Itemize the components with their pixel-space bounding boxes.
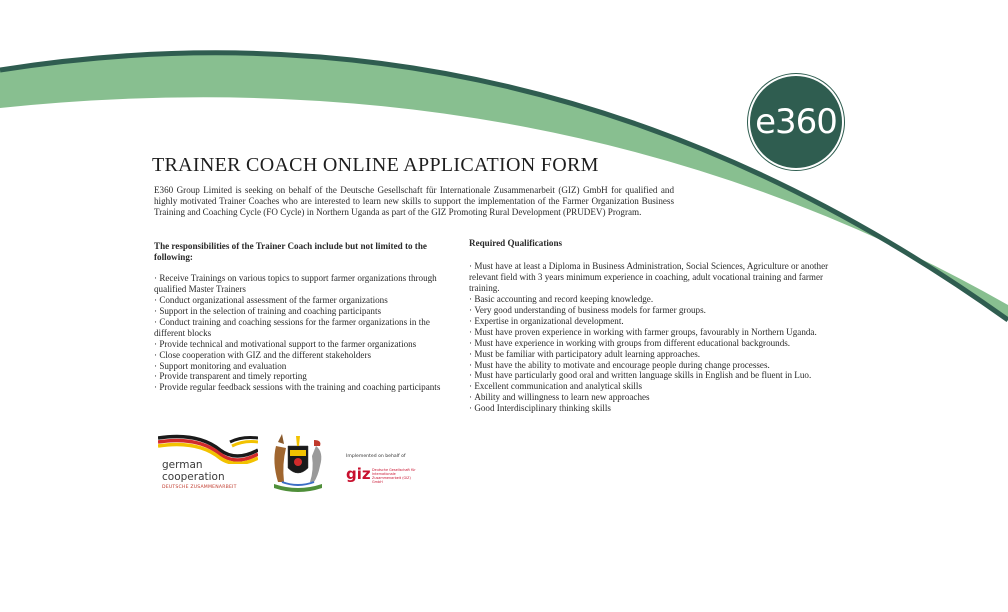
list-item: · Ability and willingness to learn new approaches — [469, 392, 837, 403]
list-item: · Basic accounting and record keeping knowledge. — [469, 294, 837, 305]
list-item: · Must have the ability to motivate and encourage people during change processes. — [469, 360, 837, 371]
list-item: · Excellent communication and analytical skills — [469, 381, 837, 392]
giz-logo-text: giz — [346, 465, 371, 483]
list-item: · Support in the selection of training and coaching participants — [154, 306, 452, 317]
e360-logo-text: e360 — [755, 102, 837, 142]
qualifications-heading: Required Qualifications — [469, 238, 563, 248]
list-item: · Expertise in organizational development. — [469, 316, 837, 327]
list-item: · Very good understanding of business models for farmer groups. — [469, 305, 837, 316]
responsibilities-section — [154, 241, 452, 393]
qualifications-list — [469, 261, 837, 414]
german-cooperation-word-2: cooperation — [162, 471, 225, 483]
list-item: · Receive Trainings on various topics to support farmer organizations through qualified Master Trainers — [154, 273, 452, 295]
list-item: · Close cooperation with GIZ and the different stakeholders — [154, 350, 452, 361]
responsibilities-list — [154, 273, 452, 393]
list-item: · Must have at least a Diploma in Business Administration, Social Sciences, Agriculture or another relevant field with 3 years minimum experience in coaching, adult vocational training and farmer training. — [469, 261, 837, 294]
list-item: · Provide regular feedback sessions with the training and coaching participants — [154, 382, 452, 393]
list-item: · Must be familiar with participatory adult learning approaches. — [469, 349, 837, 360]
list-item: · Must have experience in working with groups from different educational backgrounds. — [469, 338, 837, 349]
list-item: · Must have proven experience in working with farmer groups, favourably in Northern Uganda. — [469, 327, 837, 338]
qualifications-section — [469, 238, 837, 414]
uganda-coat-of-arms-icon — [268, 432, 328, 494]
list-item: · Conduct training and coaching sessions for the farmer organizations in the different blocks — [154, 317, 452, 339]
list-item: · Must have particularly good oral and written language skills in English and be fluent in Luo. — [469, 370, 837, 381]
german-cooperation-subtitle: DEUTSCHE ZUSAMMENARBEIT — [162, 485, 237, 490]
giz-fine-print: Deutsche Gesellschaft für Internationale Zusammenarbeit (GIZ) GmbH — [372, 468, 416, 484]
list-item: · Provide technical and motivational support to the farmer organizations — [154, 339, 452, 350]
list-item: · Good Interdisciplinary thinking skills — [469, 403, 837, 414]
partner-logos — [156, 432, 426, 496]
list-item: · Conduct organizational assessment of the farmer organizations — [154, 295, 452, 306]
german-cooperation-word-1: german — [162, 459, 203, 471]
list-item: · Provide transparent and timely reporting — [154, 371, 452, 382]
page-title: TRAINER COACH ONLINE APPLICATION FORM — [152, 154, 599, 176]
intro-paragraph: E360 Group Limited is seeking on behalf of the Deutsche Gesellschaft für Internationale Zusammenarbeit (GIZ) GmbH for qualified and highly motivated Trainer Coaches who are interested to learn new skills to support the implementation of the Farmer Organization Business Training and Coaching Cycle (FO Cycle) in Northern Uganda as part of the GIZ Promoting Rural Development (PRUDEV) Program. — [154, 185, 674, 217]
list-item: · Support monitoring and evaluation — [154, 361, 452, 372]
implemented-by-label: Implemented on behalf of — [346, 454, 406, 459]
e360-logo-badge — [750, 76, 842, 168]
responsibilities-heading: The responsibilities of the Trainer Coach include but not limited to the following: — [154, 241, 427, 262]
